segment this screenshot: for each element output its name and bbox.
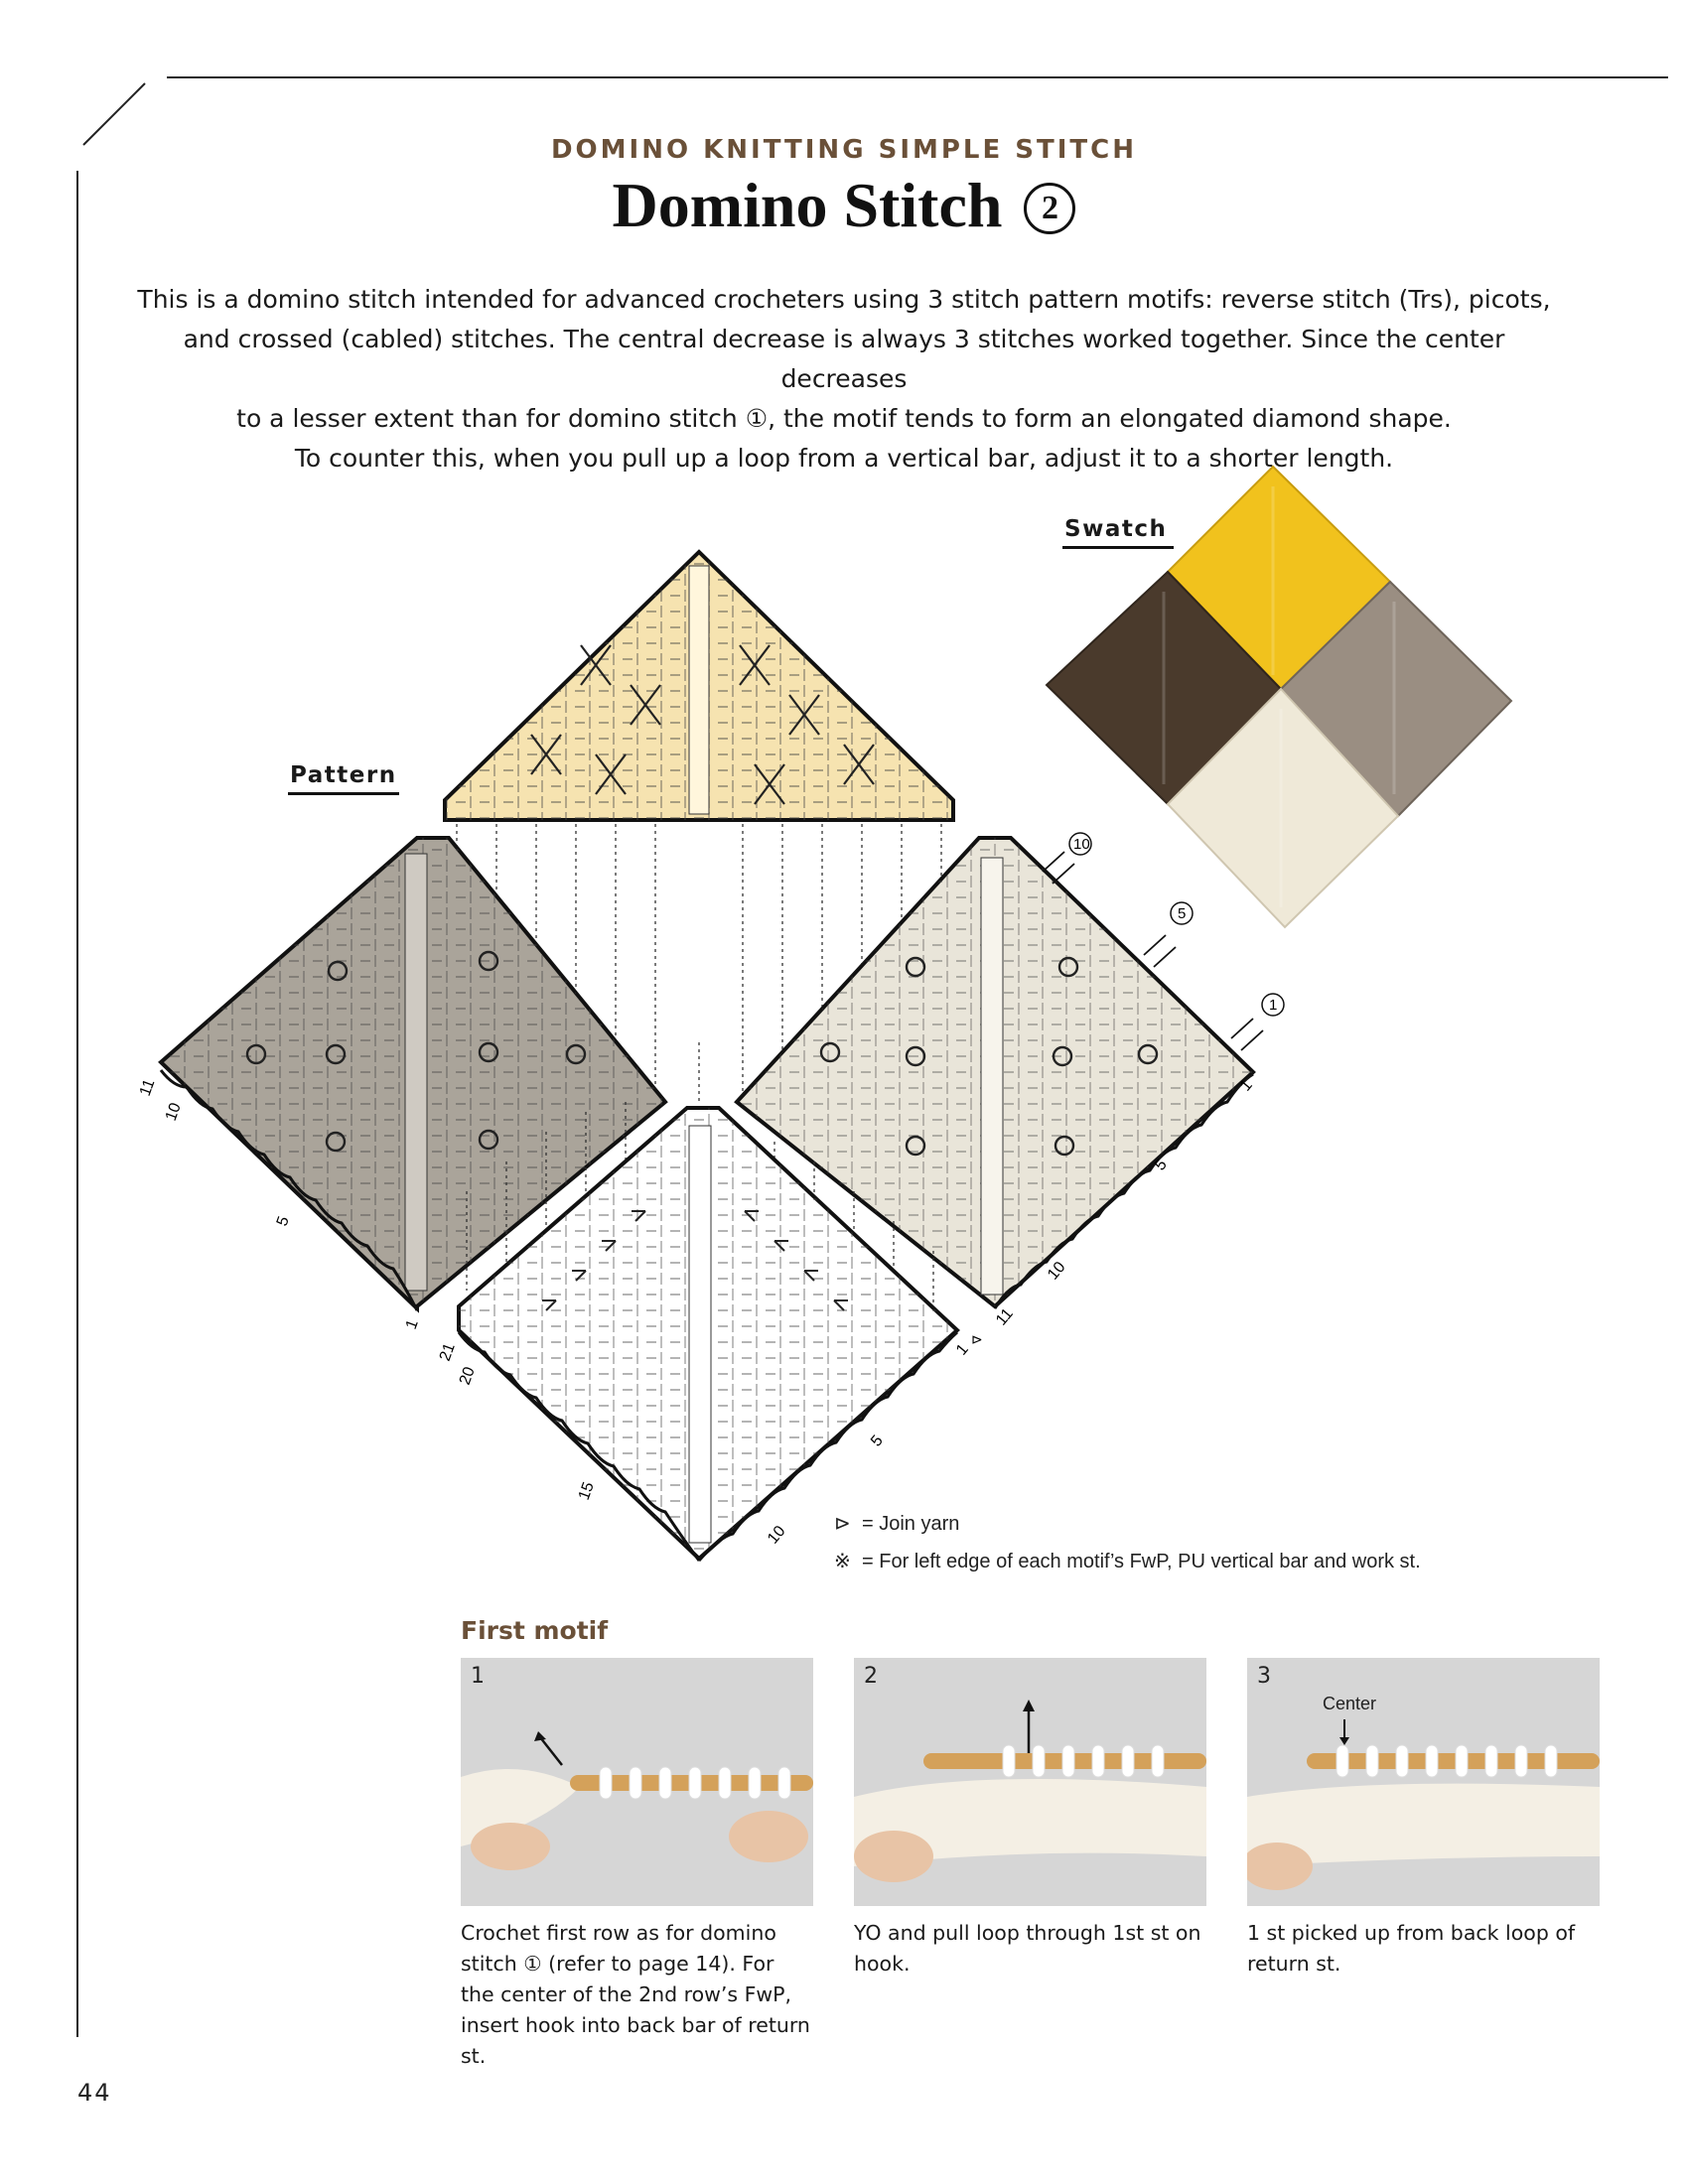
row-marker-1: 1: [1269, 997, 1278, 1014]
legend-left-edge-note: [834, 1549, 1421, 1573]
left-row-label-5: 5: [273, 1214, 293, 1229]
step-2: [854, 1658, 1206, 1979]
row-marker-5: 5: [1178, 905, 1187, 922]
center-callout: Center: [1323, 1694, 1377, 1713]
step-3: [1247, 1658, 1600, 1979]
bottom-row-label-1: 1: [953, 1340, 972, 1359]
bottom-row-label-20: 20: [456, 1364, 479, 1388]
intro-line: and crossed (cabled) stitches. The central decrease is always 3 stitches worked together. Since the center decreases: [183, 325, 1505, 393]
right-row-label-1: 1: [1237, 1076, 1256, 1095]
join-yarn-marker: ⊳: [971, 1332, 983, 1348]
left-motif-center-column: [405, 854, 427, 1291]
step-caption: 1 st picked up from back loop of return st.: [1247, 1921, 1576, 1976]
legend-text: = Join yarn: [862, 1513, 960, 1535]
section-kicker: DOMINO KNITTING SIMPLE STITCH: [550, 135, 1138, 165]
left-row-label-11: 11: [136, 1076, 159, 1099]
step-3-photo: [1247, 1658, 1600, 1906]
page-number: 44: [77, 2079, 112, 2107]
step-1-illustration: [461, 1658, 813, 1906]
right-row-label-11: 11: [993, 1304, 1017, 1329]
title-number-badge: 2: [1024, 183, 1075, 234]
bottom-row-label-21: 21: [436, 1340, 459, 1364]
left-row-label-10: 10: [162, 1100, 185, 1124]
step-number: 2: [864, 1664, 878, 1689]
join-yarn-symbol: ⊳: [834, 1513, 851, 1535]
intro-line: to a lesser extent than for domino stitch ①, the motif tends to form an elongated diamond shape.: [236, 404, 1452, 433]
step-caption: YO and pull loop through 1st st on hook.: [854, 1921, 1201, 1976]
swatch-label: Swatch: [1064, 516, 1168, 542]
step-caption: Crochet first row as for domino stitch ① (refer to page 14). For the center of the 2nd row’s FwP, insert hook into back bar of return st.: [461, 1921, 810, 2068]
intro-line: To counter this, when you pull up a loop from a vertical bar, adjust it to a shorter length.: [294, 444, 1394, 473]
step-number: 3: [1257, 1664, 1271, 1689]
swatch-photo: [1047, 467, 1511, 927]
bottom-row-label-5: 5: [868, 1432, 887, 1450]
row-marker-10: 10: [1073, 836, 1090, 853]
right-row-label-5: 5: [1152, 1156, 1171, 1174]
step-3-illustration: [1247, 1658, 1600, 1906]
bottom-motif-center-column: [689, 1126, 711, 1543]
legend-join-yarn: [834, 1511, 959, 1536]
right-motif-center-column: [981, 858, 1003, 1295]
note-symbol: ※: [834, 1551, 851, 1572]
step-1-photo: [461, 1658, 813, 1906]
step-2-illustration: [854, 1658, 1206, 1906]
bottom-row-label-10: 10: [765, 1523, 789, 1548]
top-motif-center-column: [689, 566, 709, 814]
step-2-photo: [854, 1658, 1206, 1906]
top-motif: [445, 552, 953, 820]
legend-text: = For left edge of each motif’s FwP, PU vertical bar and work st.: [862, 1551, 1421, 1572]
pattern-label: Pattern: [290, 762, 397, 788]
page-title-text: Domino Stitch: [612, 170, 1003, 240]
first-motif-heading: First motif: [461, 1616, 609, 1645]
left-row-label-1: 1: [402, 1317, 422, 1332]
bottom-row-label-15: 15: [575, 1479, 598, 1503]
right-row-label-10: 10: [1045, 1259, 1069, 1284]
intro-line: This is a domino stitch intended for advanced crocheters using 3 stitch pattern motifs: reverse stitch (Trs), picots,: [137, 285, 1551, 314]
step-number: 1: [471, 1664, 485, 1689]
step-1: [461, 1658, 813, 2072]
